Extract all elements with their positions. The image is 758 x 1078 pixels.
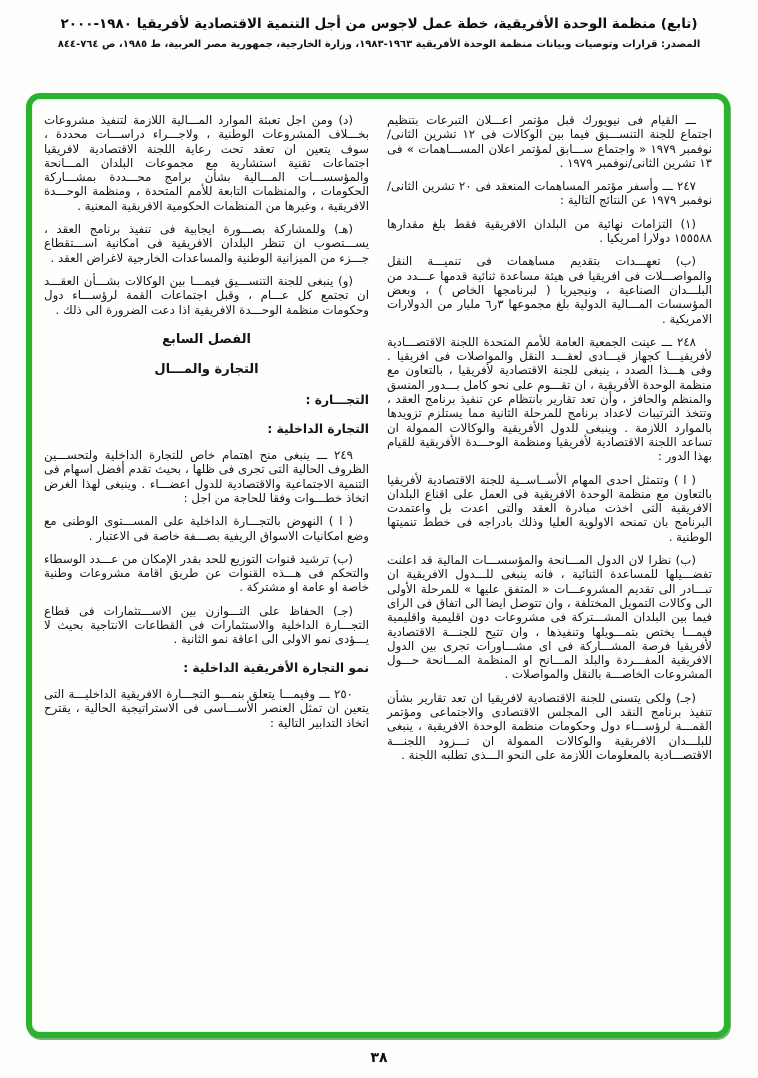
paragraph-249-item-b: (ب) ترشيد قنوات التوزيع للحد بقدر الإمكان من عـــدد الوسطاء والتحكم فى هـــذه القنوات عن طريق اقامة مشروعات وطنية خاصة او عامة او مشتركة . <box>44 551 369 595</box>
paragraph-247: ٢٤٧ ـــ وأسفر مؤتمر المساهمات المنعقد فى ٢٠ تشرين الثانى/نوفمبر ١٩٧٩ عن النتائج التالية : <box>387 179 712 208</box>
paragraph-248-item-h: (هـ) وللمشاركة بصـــورة ايجابية فى تنفيذ برنامج العقد ، يســـتصوب ان تنظر البلدان الافريقية فى امكانية اســـتقطاع جـــزء من الميزانية الوطنية والمساعدات الخارجية لاغراض العقد . <box>44 222 369 265</box>
paragraph-247-item-b: (ب) تعهـــدات بتقديم مساهمات فى تنميـــة النقل والمواصـــلات فى افريقيا فى هيئة مساعدة ثنائية قدمها عـــدد من البلـــدان الصناعية ، ونيجيريا ( لبرنامجها الخاص ) ، وبعض المؤسسات المـــالية الدولية بلغ مجموعها ٣ر٦ مليار من الدولارات الامريكية . <box>387 254 712 326</box>
paragraph-248-item-d: (د) ومن اجل تعبئة الموارد المـــالية اللازمة لتنفيذ مشروعات بخـــلاف المشروعات الوطنية ، ولاجـــراء دراســـات محددة ، سوف يتعين ان تعقد تحت رعاية اللجنة الاقتصادية لافريقيا اجتماعات تقنية استشارية مع مجموعات البلدان المـــانحة والمؤسســـات المـــالية بشأن برامج محـــددة بمشـــاركة الحكومات ، والمنظمات التابعة للأمم المتحدة ، ومنظمة الوحـــدة الافريقية ، وغيرها من المنظمات الحكومية الافريقية المعنية . <box>44 113 369 213</box>
column-right <box>387 113 712 1024</box>
document-title: (تابع) منظمة الوحدة الأفريقية، خطة عمل لاجوس من أجل التنمية الاقتصادية لأفريقيا ١٩٨٠-٢٠٠٠ <box>60 16 698 32</box>
paragraph-249-item-a: ( ا ) النهوض بالتجـــارة الداخلية على المســـتوى الوطنى مع وضع امكانيات الاسواق الريفية بصـــفة خاصة فى الاعتبار . <box>44 514 369 543</box>
chapter-subtitle: التجارة والمـــال <box>154 362 259 378</box>
paragraph-249: ٢٤٩ ـــ ينبغى منح اهتمام خاص للتجارة الداخلية ولتحســـين الظروف الحالية التى تجرى فى ظلها ، بحيث تقدم أفضل اسهام فى التنمية الاجتماعية والاقتصادية للدول اعضـــاء . وينبغى لهذا الغرض اتخاذ خطـــوات وفقا للحاجة من اجل : <box>44 448 369 505</box>
paragraph-248-item-w: (و) ينبغى للجنة التنســـيق فيمـــا بين الوكالات بشـــأن العقـــد ان تجتمع كل عـــام ، وقبل اجتماعات القمة لرؤســـاء دول وحكومات منظمة الوحـــدة الافريقية اذا دعت الضرورة الى ذلك . <box>44 273 369 317</box>
document-source: المصدر: قرارات وتوصيات وبيانات منظمة الوحدة الأفريقية ١٩٦٣-١٩٨٣، وزارة الخارجية، جمهورية مصر العربية، ط ١٩٨٥، ص ٧٦٤-٨٤٤ <box>57 39 701 50</box>
content-frame <box>26 93 730 1038</box>
section-heading-intra-african-trade-growth: نمو التجارة الأفريقية الداخلية : <box>183 660 369 675</box>
paragraph-249-item-c: (جـ) الحفاظ على التـــوازن بين الاســـتثمارات فى قطاع التجـــارة الداخلية والاستثمارات فى القطاعات الانتاجية بحيث لا يـــؤدى نمو الاولى الى اعاقة نمو الثانية . <box>44 603 369 647</box>
chapter-heading: الفصل السابع <box>162 331 251 347</box>
section-heading-trade: التجـــارة : <box>305 393 369 408</box>
section-heading-domestic-trade: التجارة الداخلية : <box>267 421 369 436</box>
column-left <box>44 113 369 1024</box>
paragraph-248-item-c: (جـ) ولكى يتسنى للجنة الاقتصادية لافريقيا ان تعد تقارير بشأن تنفيذ برنامج النقد الى المجلس الاقتصادى والاجتماعى ومؤتمر القمـــة لرؤســـاء دول وحكومات منظمة الوحدة الافريقية ، ينبغى للبلـــدان الافريقية والوكالات الممولة ان تـــزود اللجنـــة الاقتصـــادية بالمعلومات اللازمة على النحو الـــذى تطلبه اللجنة . <box>387 690 712 762</box>
page-header <box>0 16 758 50</box>
paragraph-continuation: ـــ القيام فى نيويورك قبل مؤتمر اعـــلان التبرعات بتنظيم اجتماع للجنة التنســـيق فيما بين الوكالات فى ١٢ تشرين الثانى/نوفمبر ١٩٧٩ « واجتماع ســـابق لمؤتمر اعلان المســـاهمات » فى ١٣ تشرين الثانى/نوفمبر ١٩٧٩ . <box>387 113 712 170</box>
paragraph-248-item-b: (ب) نظرا لان الدول المـــانحة والمؤسســـات المالية قد اعلنت تفضـــيلها للمساعدة الثنائية ، فانه ينبغى للـــدول الافريقية ان تبـــادر الى تقديم المشروعـــات « المتفق عليها » للمرحلة الأولى الى وكالات التمويل المختلفة ، وان تتوصل ايضا الى اتفاق فى الراى فيما بين البلدان المشـــتركة فى مشروعات دون اقليمية واقليمية فيمـــا يختص بتمـــويلها وتنفيذها ، وان تتيح للجنـــة الاقتصادية لأفريقيا فرصة المشـــاركة فى اى مشـــاورات تجرى بين الدول الافريقية المفـــردة والبلد المـــانح او المنظمة المـــانحة حـــول المشروعات الخاصـــة بالنقل والمواصلات . <box>387 553 712 682</box>
paragraph-247-item-1: (١) التزامات نهائية من البلدان الافريقية فقط بلغ مقدارها ١٥٥٥٨٨ دولارا امريكيا . <box>387 216 712 246</box>
paragraph-250: ٢٥٠ ـــ وفيمـــا يتعلق بنمـــو التجـــارة الافريقية الداخليـــة التى يتعين ان تمثل العنصر الأســـاسى فى الاستراتيجية الحالية ، يقترح اتخاذ التدابير التالية : <box>44 686 369 730</box>
page-number: ٣٨ <box>370 1050 388 1066</box>
paragraph-248-item-a: ( ا ) وتتمثل احدى المهام الأســاســية للجنة الاقتصادية لأفريقيا بالتعاون مع منظمة الوحدة الافريقية فى العمل على اقناع البلدان الافريقية التى اخذت مبادرة العقد والتى اعدت بل واعتمدت البرنامج بان تمنحه الاولوية العليا وذلك بادراجه فى خطط تنميتها الوطنية . <box>387 472 712 544</box>
paragraph-248: ٢٤٨ ـــ عينت الجمعية العامة للأمم المتحدة اللجنة الاقتصـــادية لأفريقيـــا كجهاز قيـــادى لعقـــد النقل والمواصلات فى افريقيا . وفى هـــذا الصدد ، ينبغى للجنة الاقتصادية لأفريقيا ، بالتعاون مع منظمة الوحدة الأفريقية ، ان تقـــوم على نحو كامل بـــدور المنسق والمنظم والحافز ، وأن تعد تقارير بانتظام عن تنفيذ برنامج العقد ، وتتخذ الترتيبات لاعداد برنامج للمرحلة الثانية مما يستلزم تزويدها بالموارد اللازمة . وينبغى للدول الأفريقية والوكالات الممولة ان تساعد اللجنة الاقتصادية لأفريقيا ومنظمة الوحـــدة الأفريقية للقيام بهذا الدور : <box>387 334 712 464</box>
